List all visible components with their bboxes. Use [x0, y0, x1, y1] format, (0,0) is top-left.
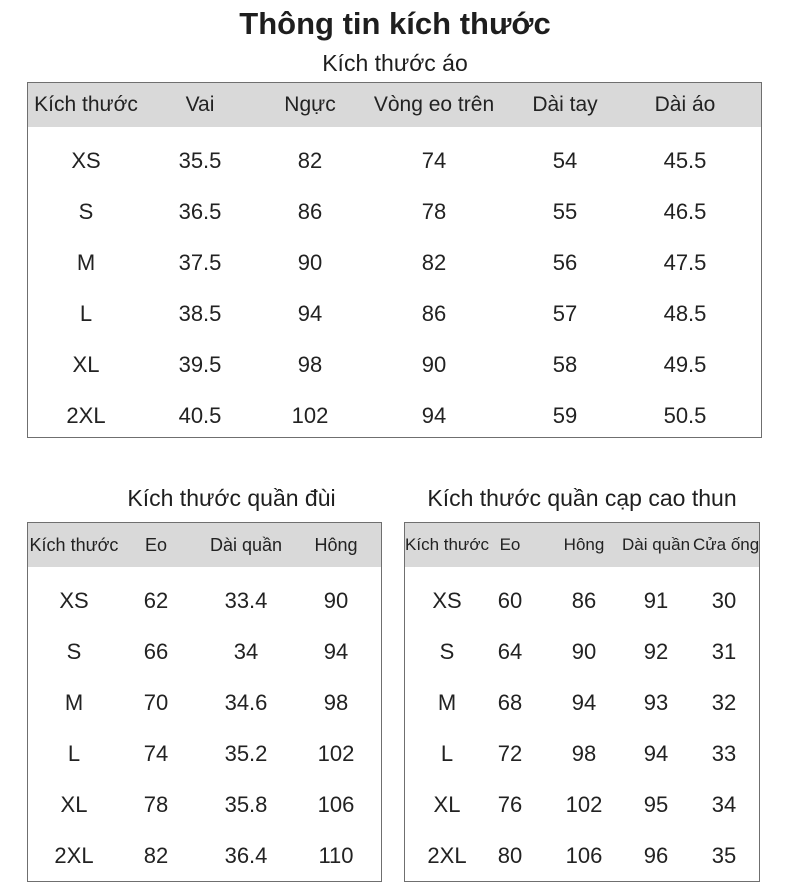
cell-length: 93	[643, 690, 669, 715]
cell-hip: 106	[317, 792, 355, 817]
cell-sleeve-length: 56	[552, 250, 578, 275]
cell-size: M	[64, 690, 84, 715]
header-waist: Eo	[499, 535, 521, 554]
header-shirt-length: Dài áo	[654, 93, 716, 116]
table-header	[28, 523, 381, 567]
cell-chest: 98	[297, 352, 323, 377]
cell-waist: 60	[497, 588, 523, 613]
cell-chest: 102	[291, 403, 329, 428]
cell-waist: 62	[143, 588, 169, 613]
cell-waist: 82	[143, 843, 169, 868]
header-shoulder: Vai	[185, 93, 215, 116]
cell-sleeve-length: 59	[552, 403, 578, 428]
cell-hip: 94	[571, 690, 597, 715]
cell-leg-opening: 34	[711, 792, 737, 817]
header-length: Dài quần	[209, 535, 283, 555]
cell-length: 33.4	[224, 588, 268, 613]
cell-sleeve-length: 58	[552, 352, 578, 377]
table-row	[405, 728, 759, 779]
table-row	[28, 135, 761, 186]
header-chest: Ngực	[284, 93, 336, 116]
table-header	[28, 83, 761, 127]
table-body	[28, 567, 381, 881]
table-row	[28, 575, 381, 626]
cell-chest: 82	[297, 148, 323, 173]
cell-shirt-length: 50.5	[663, 403, 707, 428]
shirt-table-title: Kích thước áo	[322, 50, 468, 76]
cell-size: M	[76, 250, 96, 275]
cell-leg-opening: 30	[711, 588, 737, 613]
cell-chest: 94	[297, 301, 323, 326]
cell-sleeve-length: 54	[552, 148, 578, 173]
table-row	[28, 237, 761, 288]
cell-upper-waist: 86	[421, 301, 447, 326]
table-row	[28, 288, 761, 339]
cell-size: 2XL	[54, 843, 94, 868]
cell-shoulder: 40.5	[178, 403, 222, 428]
cell-shoulder: 35.5	[178, 148, 222, 173]
cell-size: S	[439, 639, 455, 664]
table-row	[28, 728, 381, 779]
cell-size: XS	[59, 588, 89, 613]
header-sleeve-length: Dài tay	[532, 93, 598, 116]
header-leg-opening: Cửa ống	[693, 535, 760, 554]
cell-hip: 98	[323, 690, 349, 715]
header-size: Kích thước	[405, 535, 489, 554]
cell-length: 96	[643, 843, 669, 868]
cell-waist: 72	[497, 741, 523, 766]
table-body	[405, 567, 759, 881]
cell-hip: 86	[571, 588, 597, 613]
cell-shirt-length: 46.5	[663, 199, 707, 224]
cell-shirt-length: 47.5	[663, 250, 707, 275]
cell-waist: 64	[497, 639, 523, 664]
cell-sleeve-length: 57	[552, 301, 578, 326]
cell-length: 35.8	[224, 792, 268, 817]
cell-leg-opening: 32	[711, 690, 737, 715]
cell-length: 95	[643, 792, 669, 817]
cell-upper-waist: 74	[421, 148, 447, 173]
cell-shirt-length: 48.5	[663, 301, 707, 326]
cell-size: L	[440, 741, 454, 766]
shorts-size-table	[27, 522, 382, 882]
cell-size: 2XL	[66, 403, 106, 428]
cell-hip: 90	[571, 639, 597, 664]
cell-leg-opening: 35	[711, 843, 737, 868]
cell-hip: 90	[323, 588, 349, 613]
cell-shoulder: 39.5	[178, 352, 222, 377]
cell-hip: 106	[565, 843, 603, 868]
cell-hip: 94	[323, 639, 349, 664]
cell-hip: 98	[571, 741, 597, 766]
shorts-table-title: Kích thước quần đùi	[127, 485, 336, 511]
cell-size: M	[437, 690, 457, 715]
table-body	[28, 127, 761, 441]
table-row	[28, 779, 381, 830]
cell-length: 34	[233, 639, 259, 664]
header-waist: Eo	[144, 535, 168, 555]
table-row	[405, 575, 759, 626]
cell-length: 36.4	[224, 843, 268, 868]
cell-waist: 74	[143, 741, 169, 766]
cell-size: 2XL	[427, 843, 467, 868]
cell-length: 92	[643, 639, 669, 664]
cell-length: 35.2	[224, 741, 268, 766]
cell-upper-waist: 90	[421, 352, 447, 377]
cell-chest: 86	[297, 199, 323, 224]
cell-hip: 102	[565, 792, 603, 817]
cell-shirt-length: 49.5	[663, 352, 707, 377]
cell-length: 34.6	[224, 690, 268, 715]
table-row	[28, 626, 381, 677]
table-row	[28, 339, 761, 390]
table-row	[405, 677, 759, 728]
table-row	[405, 779, 759, 830]
table-row	[405, 626, 759, 677]
pants-size-table	[404, 522, 760, 882]
cell-shirt-length: 45.5	[663, 148, 707, 173]
header-length: Dài quần	[621, 535, 691, 554]
cell-chest: 90	[297, 250, 323, 275]
table-row	[28, 677, 381, 728]
cell-length: 94	[643, 741, 669, 766]
cell-waist: 70	[143, 690, 169, 715]
cell-upper-waist: 82	[421, 250, 447, 275]
table-row	[28, 186, 761, 237]
cell-size: L	[79, 301, 93, 326]
table-header	[405, 523, 759, 567]
cell-waist: 68	[497, 690, 523, 715]
cell-waist: 80	[497, 843, 523, 868]
cell-size: XS	[432, 588, 462, 613]
page-title: Thông tin kích thước	[239, 6, 551, 41]
cell-shoulder: 38.5	[178, 301, 222, 326]
cell-leg-opening: 31	[711, 639, 737, 664]
cell-hip: 110	[318, 843, 354, 868]
cell-leg-opening: 33	[711, 741, 737, 766]
header-size: Kích thước	[29, 535, 119, 555]
header-hip: Hông	[563, 535, 605, 554]
cell-size: XS	[71, 148, 101, 173]
cell-size: XL	[60, 792, 88, 817]
cell-hip: 102	[317, 741, 355, 766]
cell-shoulder: 37.5	[178, 250, 222, 275]
header-upper-waist: Vòng eo trên	[373, 93, 495, 116]
table-row	[28, 830, 381, 881]
header-hip: Hông	[314, 535, 358, 555]
cell-size: S	[66, 639, 82, 664]
header-size: Kích thước	[34, 93, 138, 116]
cell-size: XL	[433, 792, 461, 817]
cell-shoulder: 36.5	[178, 199, 222, 224]
cell-waist: 76	[497, 792, 523, 817]
cell-upper-waist: 94	[421, 403, 447, 428]
cell-upper-waist: 78	[421, 199, 447, 224]
pants-table-title: Kích thước quần cạp cao thun	[427, 485, 737, 511]
cell-waist: 78	[143, 792, 169, 817]
cell-size: S	[78, 199, 94, 224]
cell-size: XL	[72, 352, 100, 377]
cell-size: L	[67, 741, 81, 766]
table-row	[405, 830, 759, 881]
table-row	[28, 390, 761, 441]
shirt-size-table	[27, 82, 762, 438]
cell-waist: 66	[143, 639, 169, 664]
cell-sleeve-length: 55	[552, 199, 578, 224]
cell-length: 91	[643, 588, 669, 613]
